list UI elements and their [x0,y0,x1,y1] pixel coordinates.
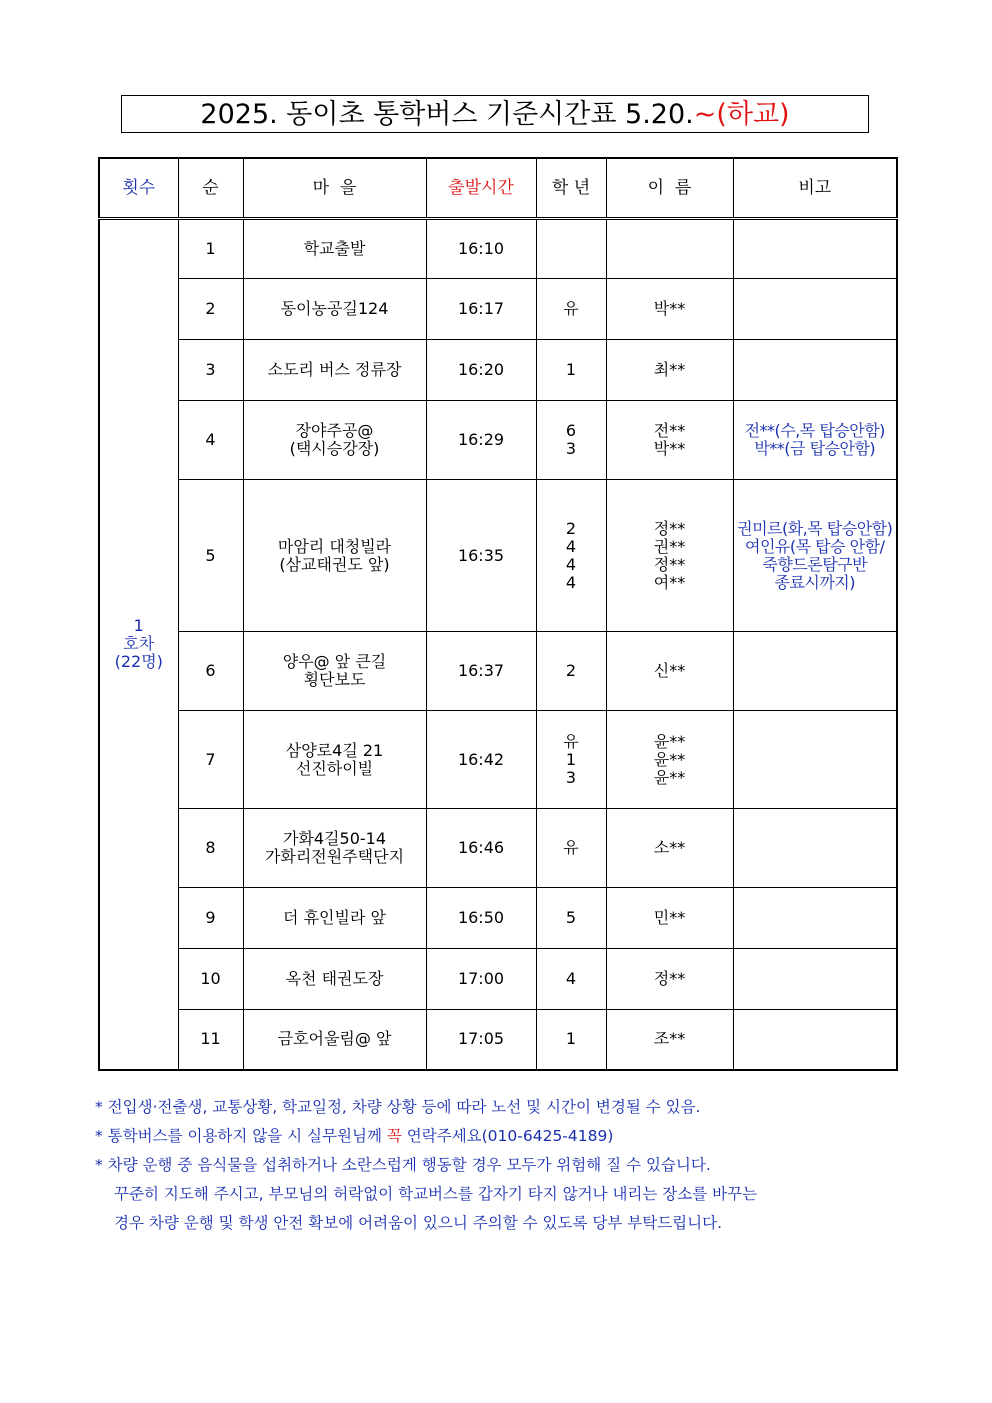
cell-time: 17:00 [426,949,536,1010]
table-row [99,809,897,888]
header-remark: 비고 [733,158,897,219]
table-row [99,888,897,949]
cell-village: 양우@ 앞 큰길 횡단보도 [243,632,426,711]
cell-remark [733,888,897,949]
schedule-table [98,157,898,1071]
cell-remark [733,279,897,340]
note-5: 경우 차량 운행 및 학생 안전 확보에 어려움이 있으니 주의할 수 있도록 당부 부탁드립니다. [114,1214,723,1232]
cell-seq: 2 [178,279,243,340]
cell-remark [733,632,897,711]
header-depart: 출발시간 [426,158,536,219]
cell-name: 민** [606,888,733,949]
cell-remark [733,219,897,279]
header-village: 마 을 [243,158,426,219]
cell-time: 16:17 [426,279,536,340]
table-row [99,340,897,401]
cell-name: 조** [606,1010,733,1070]
header-grade: 학 년 [536,158,606,219]
cell-time: 16:42 [426,711,536,809]
table-row [99,711,897,809]
cell-remark [733,809,897,888]
cell-grade: 4 [536,949,606,1010]
cell-time: 16:35 [426,480,536,632]
cell-seq: 5 [178,480,243,632]
cell-time: 16:20 [426,340,536,401]
cell-time: 16:50 [426,888,536,949]
table-row [99,219,897,279]
cell-seq: 11 [178,1010,243,1070]
title-main: 2025. 동이초 통학버스 기준시간표 5.20. [200,99,694,130]
cell-seq: 8 [178,809,243,888]
cell-grade: 1 [536,340,606,401]
cell-time: 16:46 [426,809,536,888]
cell-remark [733,949,897,1010]
cell-name: 최** [606,340,733,401]
cell-grade: 유 [536,279,606,340]
bus-number: 1 [133,616,144,636]
header-name: 이 름 [606,158,733,219]
header-row [99,158,897,219]
cell-remark: 전**(수,목 탑승안함) 박**(금 탑승안함) [733,401,897,480]
bus-label: 호차 [123,634,155,654]
cell-village: 가화4길50-14 가화리전원주택단지 [243,809,426,888]
cell-village: 금호어울림@ 앞 [243,1010,426,1070]
bus-count: (22명) [114,652,163,672]
cell-time: 16:37 [426,632,536,711]
cell-grade: 1 [536,1010,606,1070]
cell-seq: 3 [178,340,243,401]
header-seq: 순 [178,158,243,219]
note-2-contact: 연락주세요(010-6425-4189) [401,1127,614,1145]
header-round: 횟수 [99,158,178,219]
bus-cell [99,219,178,1070]
cell-name: 윤** 윤** 윤** [606,711,733,809]
note-2-emphasis: 꼭 [386,1127,402,1145]
cell-seq: 7 [178,711,243,809]
cell-remark [733,340,897,401]
cell-seq: 9 [178,888,243,949]
table-row [99,401,897,480]
cell-grade: 2 [536,632,606,711]
title-suffix: ~(하교) [693,99,790,130]
cell-grade: 유 [536,809,606,888]
cell-grade: 5 [536,888,606,949]
cell-village: 학교출발 [243,219,426,279]
cell-grade: 2 4 4 4 [536,480,606,632]
note-3: * 차량 운행 중 음식물을 섭취하거나 소란스럽게 행동할 경우 모두가 위험해 질 수 있습니다. [95,1156,711,1174]
table-row [99,279,897,340]
cell-time: 16:29 [426,401,536,480]
cell-remark [733,1010,897,1070]
note-4: 꾸준히 지도해 주시고, 부모님의 허락없이 학교버스를 갑자기 타지 않거나 내리는 장소를 바꾸는 [114,1185,758,1203]
cell-grade: 6 3 [536,401,606,480]
table-row [99,949,897,1010]
table-row [99,480,897,632]
cell-seq: 6 [178,632,243,711]
cell-village: 동이농공길124 [243,279,426,340]
table-row [99,632,897,711]
cell-remark [733,711,897,809]
cell-grade [536,219,606,279]
cell-name: 전** 박** [606,401,733,480]
cell-time: 17:05 [426,1010,536,1070]
cell-village: 장야주공@ (택시승강장) [243,401,426,480]
cell-grade: 유 1 3 [536,711,606,809]
cell-seq: 10 [178,949,243,1010]
cell-time: 16:10 [426,219,536,279]
note-1: * 전입생·전출생, 교통상황, 학교일정, 차량 상황 등에 따라 노선 및 시간이 변경될 수 있음. [95,1098,701,1116]
cell-name [606,219,733,279]
cell-seq: 4 [178,401,243,480]
note-2 [95,1122,905,1151]
cell-village: 삼양로4길 21 선진하이빌 [243,711,426,809]
notes [95,1093,905,1238]
cell-remark: 권미르(화,목 탑승안함) 여인유(목 탑승 안함/ 죽향드론탐구반 종료시까지) [733,480,897,632]
cell-village: 옥천 태권도장 [243,949,426,1010]
note-2-text: * 통학버스를 이용하지 않을 시 실무원님께 [95,1127,387,1145]
cell-name: 박** [606,279,733,340]
table-row [99,1010,897,1070]
cell-name: 신** [606,632,733,711]
cell-seq: 1 [178,219,243,279]
cell-name: 소** [606,809,733,888]
cell-name: 정** [606,949,733,1010]
page-title [121,95,869,133]
cell-village: 더 휴인빌라 앞 [243,888,426,949]
cell-village: 마암리 대청빌라 (삼교태권도 앞) [243,480,426,632]
cell-village: 소도리 버스 정류장 [243,340,426,401]
cell-name: 정** 권** 정** 여** [606,480,733,632]
